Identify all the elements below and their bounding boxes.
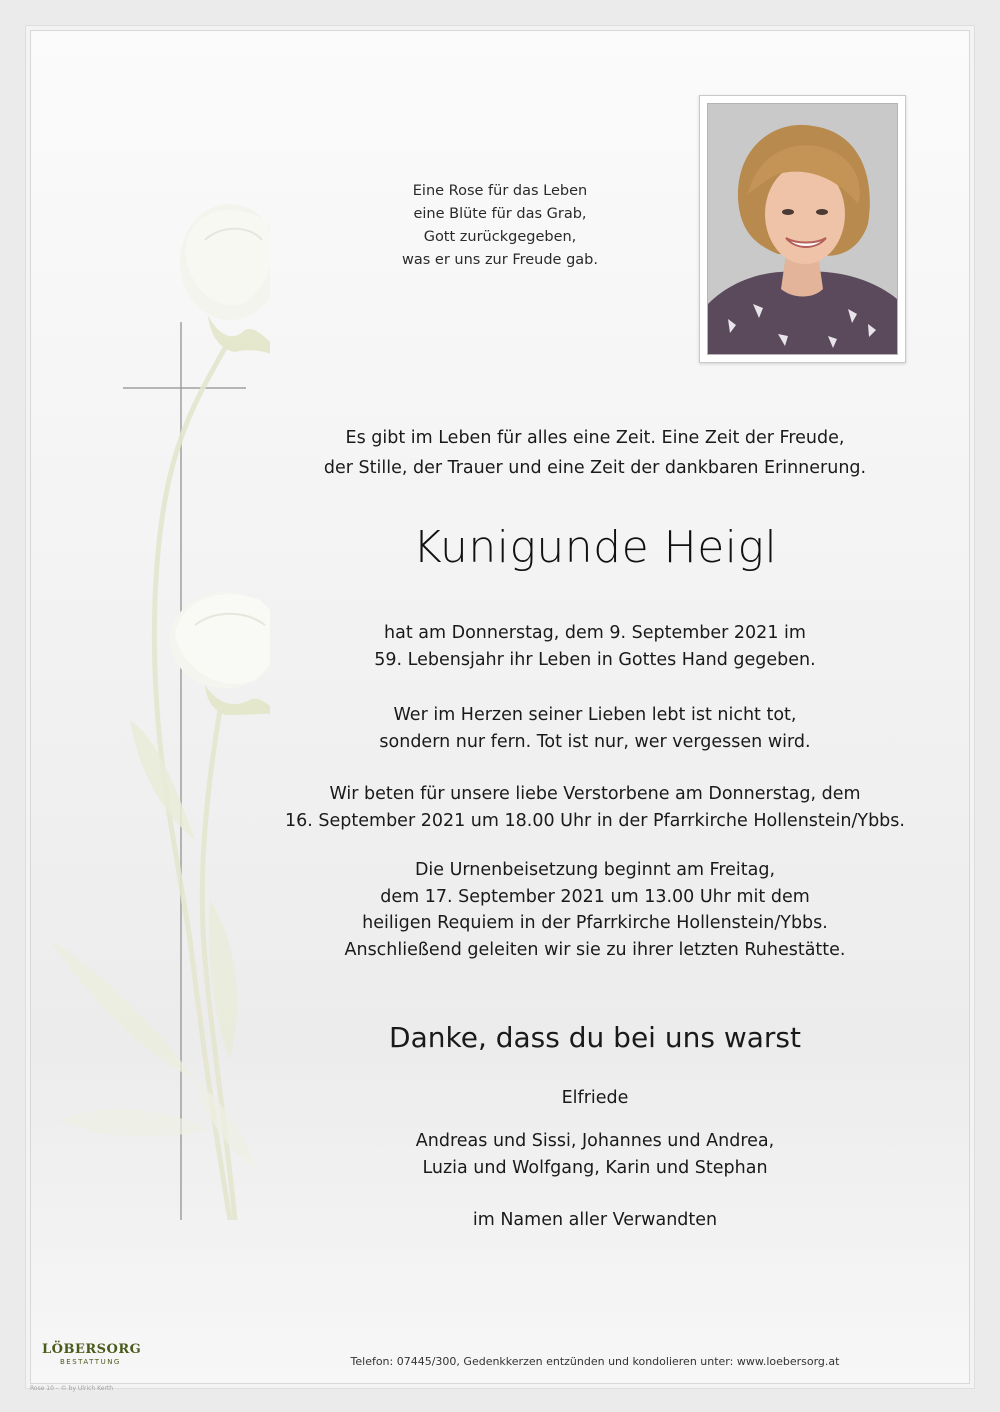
death-notice-line: 59. Lebensjahr ihr Leben in Gottes Hand gegeben. — [374, 649, 816, 670]
burial-line: dem 17. September 2021 um 13.00 Uhr mit dem — [380, 886, 810, 907]
poem — [340, 180, 660, 272]
image-credit: Rose 10 – © by Ulrich Kerth — [30, 1385, 114, 1392]
burial-notice — [250, 857, 940, 963]
intro-text — [250, 423, 940, 483]
intro-line: der Stille, der Trauer und eine Zeit der dankbaren Erinnerung. — [323, 458, 867, 478]
poem-line: Gott zurückgegeben, — [423, 229, 577, 245]
burial-line: Anschließend geleiten wir sie zu ihrer letzten Ruhestätte. — [344, 939, 846, 960]
quote-line: Wer im Herzen seiner Lieben lebt ist nicht tot, — [393, 705, 797, 725]
quote-line: sondern nur fern. Tot ist nur, wer vergessen wird. — [379, 731, 811, 752]
closing-line: im Namen aller Verwandten — [472, 1210, 718, 1230]
white-rose-cross-image — [30, 180, 270, 1220]
footer-contact: Telefon: 07445/300, Gedenkkerzen entzünden und kondolieren unter: www.loebersorg.at — [350, 1355, 840, 1368]
poem-line: was er uns zur Freude gab. — [402, 252, 598, 268]
intro-line: Es gibt im Leben für alles eine Zeit. Eine Zeit der Freude, — [345, 428, 845, 448]
burial-line: heiligen Requiem in der Pfarrkirche Hollenstein/Ybbs. — [362, 913, 828, 933]
burial-line: Die Urnenbeisetzung beginnt am Freitag, — [414, 860, 776, 880]
quote — [250, 702, 940, 755]
death-notice-line: hat am Donnerstag, dem 9. September 2021 im — [384, 623, 806, 643]
thanks-heading: Danke, dass du bei uns warst — [389, 1021, 801, 1054]
prayer-line: Wir beten für unsere liebe Verstorbene am Donnerstag, dem — [329, 784, 861, 804]
deceased-name: Kunigunde Heigl — [412, 522, 778, 573]
portrait-illustration — [708, 104, 897, 354]
portrait-frame — [699, 95, 906, 363]
family-line: Andreas und Sissi, Johannes und Andrea, — [415, 1131, 775, 1151]
death-notice — [250, 620, 940, 673]
prayer-line: 16. September 2021 um 18.00 Uhr in der Pfarrkirche Hollenstein/Ybbs. — [285, 810, 905, 831]
loebersorg-logo — [42, 1342, 142, 1367]
logo-name: LÖBERSORG — [42, 1342, 142, 1357]
poem-line: Eine Rose für das Leben — [412, 183, 588, 199]
poem-line: eine Blüte für das Grab, — [413, 206, 587, 222]
spouse-name: Elfriede — [561, 1088, 629, 1108]
portrait-photo — [707, 103, 898, 355]
logo-subtitle: BESTATTUNG — [60, 1358, 121, 1366]
family-names — [300, 1128, 890, 1182]
prayer-notice — [250, 781, 940, 834]
family-line: Luzia und Wolfgang, Karin und Stephan — [422, 1158, 768, 1178]
